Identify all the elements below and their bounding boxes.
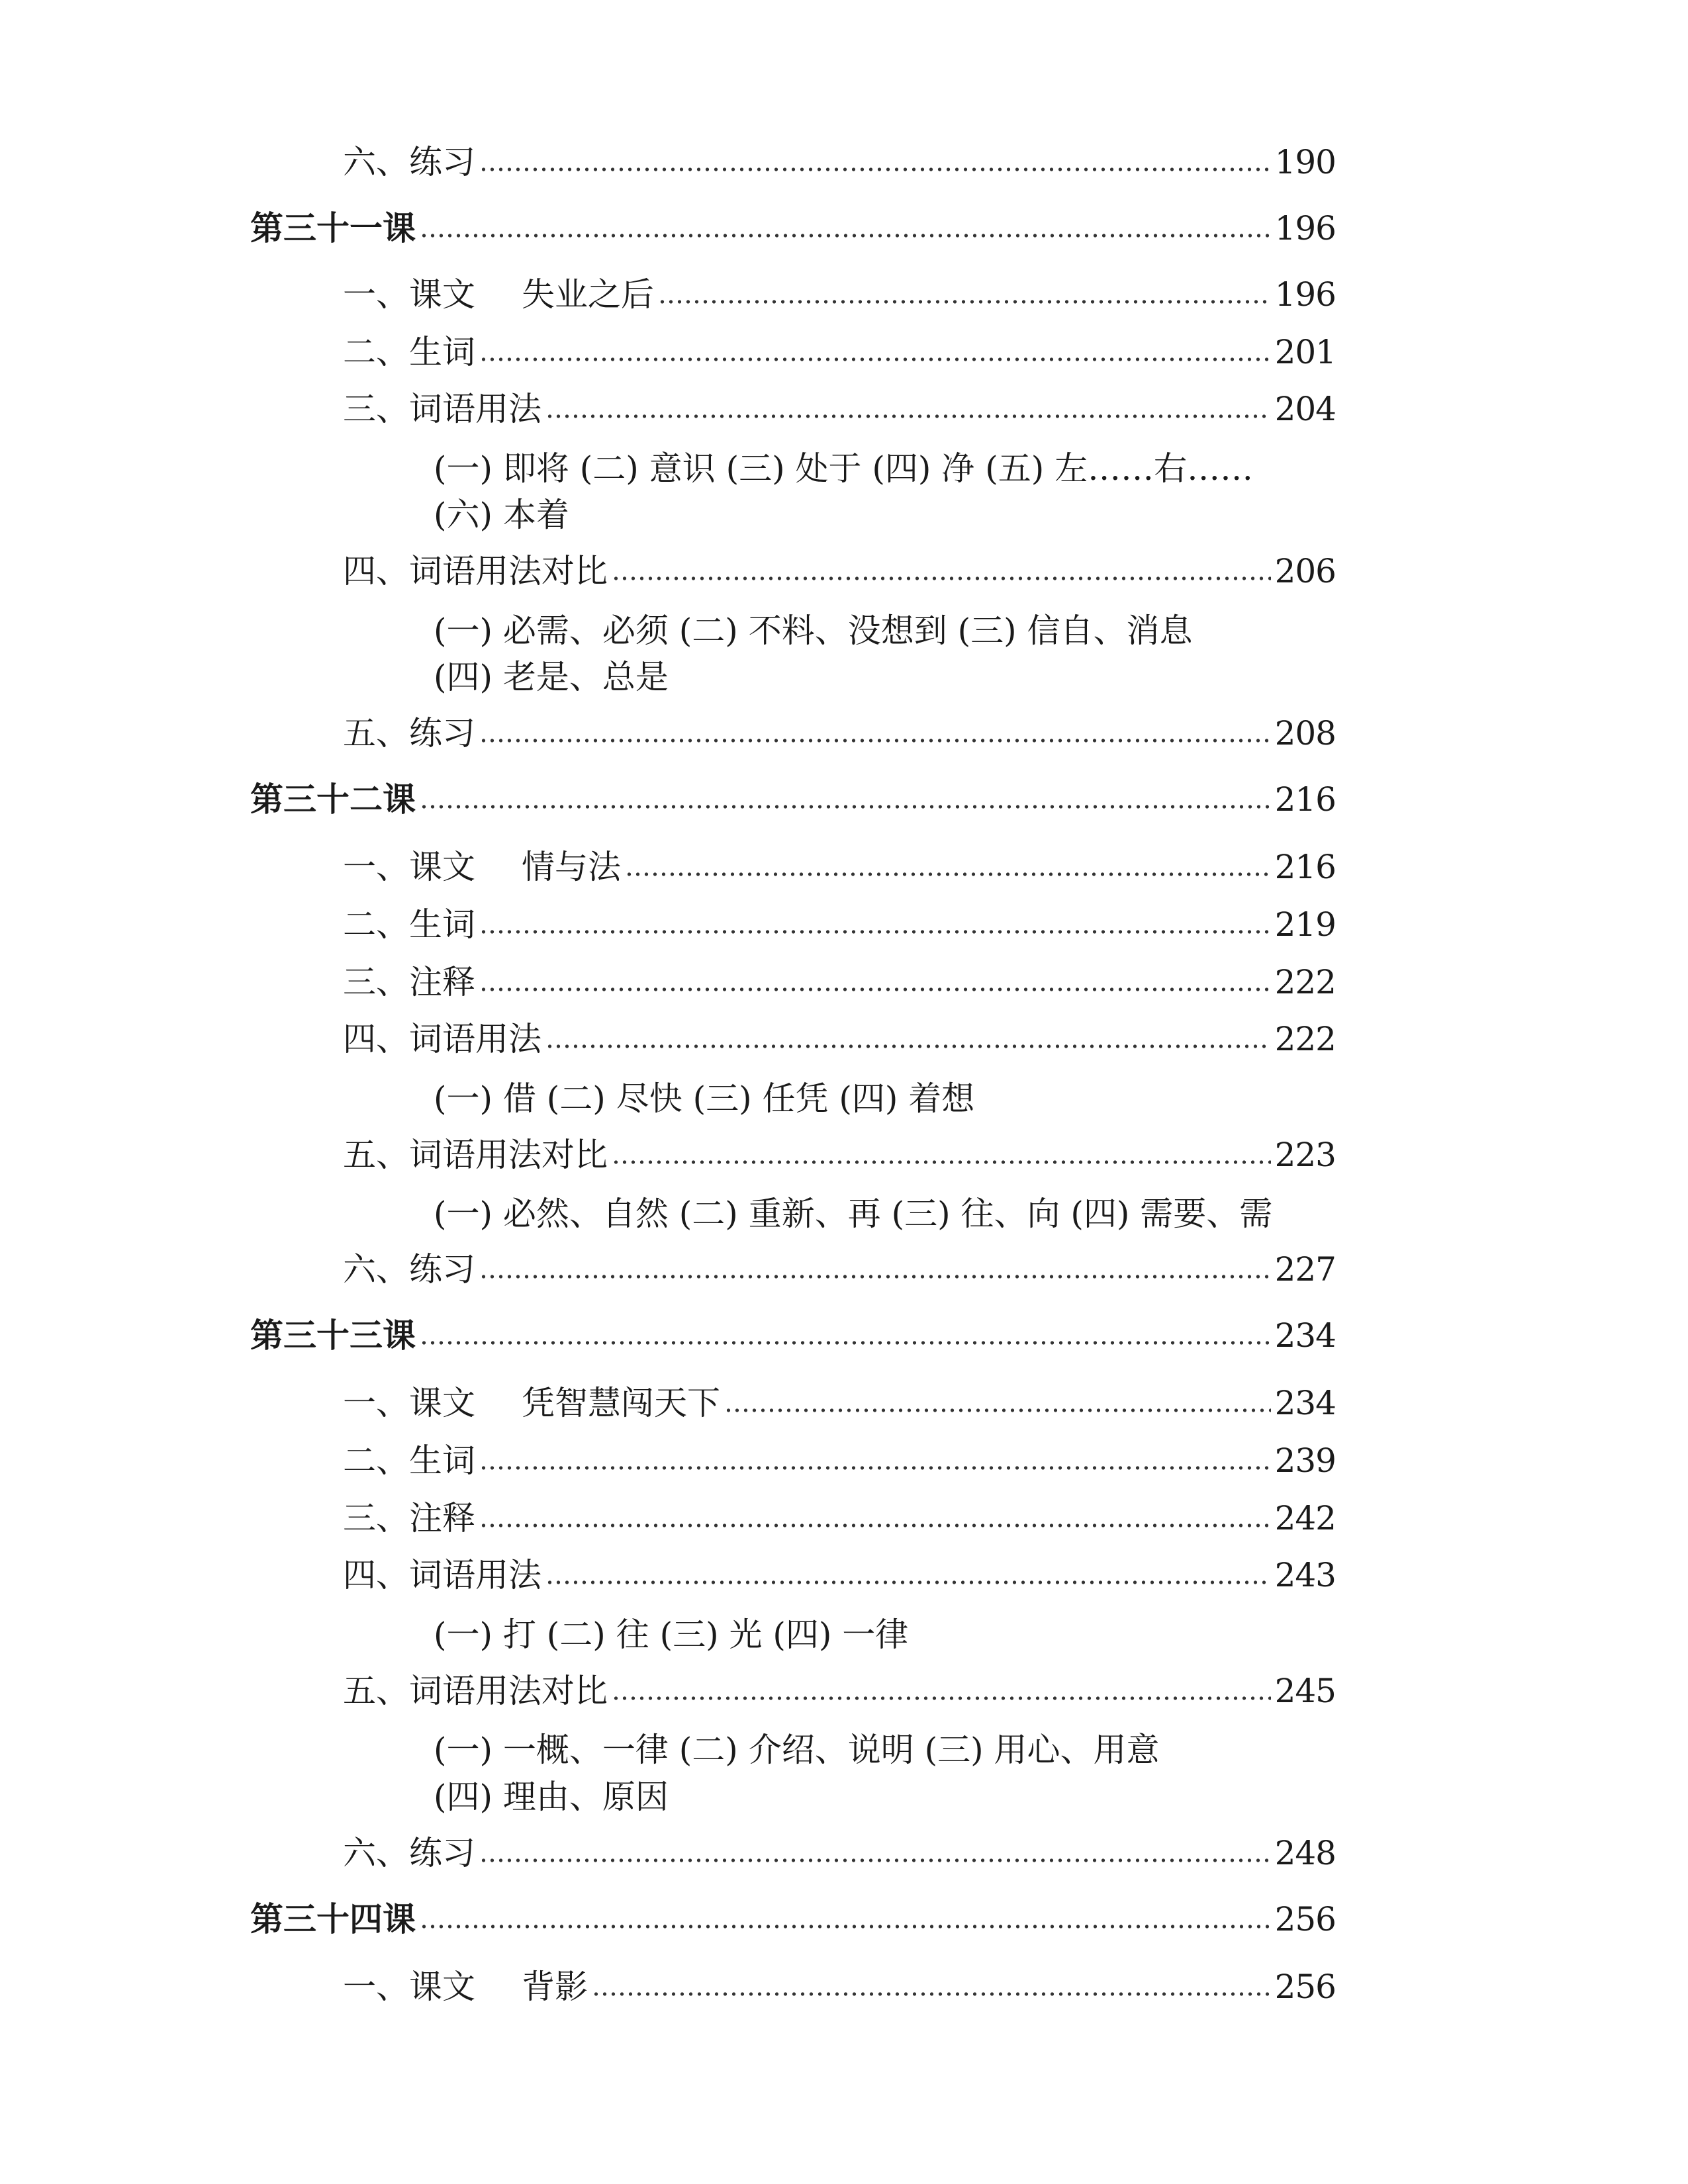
dot-leader [420,1338,1271,1347]
toc-entry-label: 二、生词 [343,1441,475,1480]
toc-page-number: 222 [1274,963,1336,1001]
section-label: 一、课文 [343,848,475,886]
toc-entry[interactable] [343,1549,1336,1602]
toc-entry-label: 二、生词 [343,905,475,944]
dot-leader [612,574,1271,583]
toc-page-number: 245 [1274,1672,1336,1710]
toc-page-number: 216 [1274,848,1336,886]
toc-entry[interactable] [343,1827,1336,1880]
toc-entry-label: 四、词语用法 [343,1556,541,1594]
lesson-title: 第三十二课 [250,780,416,819]
toc-page-number: 201 [1274,333,1336,371]
toc-entry[interactable] [343,383,1336,435]
dot-leader [545,1578,1271,1587]
dot-leader [545,1042,1271,1051]
toc-entry-label: 五、词语用法对比 [343,1672,608,1710]
dot-leader [479,1521,1271,1530]
toc-entry[interactable] [343,1243,1336,1296]
toc-page-number: 196 [1274,209,1336,248]
toc-entry-label: 六、练习 [343,1834,475,1872]
dot-leader [612,1158,1271,1167]
dot-leader [625,870,1271,879]
toc-entry[interactable] [343,956,1336,1009]
toc-subitems: (四) 理由、原因 [434,1778,669,1816]
toc-entry[interactable] [343,136,1336,189]
dot-leader [592,1989,1271,1999]
toc-page-number: 219 [1274,905,1336,944]
section-label: 一、课文 [343,1968,475,2006]
toc-entry-label: 四、词语用法 [343,1020,541,1058]
dot-leader [479,355,1271,364]
dot-leader [420,802,1271,811]
section-label: 一、课文 [343,275,475,314]
toc-page-number: 190 [1274,143,1336,181]
toc-page-number: 222 [1274,1020,1336,1058]
toc-page-number: 234 [1274,1384,1336,1422]
toc-page-number: 208 [1274,714,1336,752]
toc-entry[interactable] [343,1377,1336,1430]
dot-leader [479,927,1271,936]
toc-page-number: 216 [1274,780,1336,819]
toc-page-number: 206 [1274,552,1336,590]
toc-page-number: 248 [1274,1834,1336,1872]
toc-entry[interactable] [343,841,1336,893]
toc-page-number: 239 [1274,1441,1336,1480]
toc-page-number: 256 [1274,1968,1336,2006]
toc-entry[interactable] [343,1960,1336,2013]
text-title: 失业之后 [522,275,654,314]
toc-subitems: (四) 老是、总是 [434,658,669,696]
toc-entry-label: 五、练习 [343,714,475,752]
toc-entry-label: 四、词语用法对比 [343,552,608,590]
toc-entry-label: 六、练习 [343,1250,475,1289]
dot-leader [420,231,1271,240]
toc-entry[interactable] [343,545,1336,598]
toc-subitems: (一) 必需、必须 (二) 不料、没想到 (三) 信自、消息 [434,612,1193,650]
text-title: 情与法 [522,848,621,886]
dot-leader [545,412,1271,421]
dot-leader [479,1463,1271,1473]
toc-page-number: 234 [1274,1316,1336,1355]
dot-leader [724,1406,1271,1415]
toc-entry-label: 二、生词 [343,333,475,371]
toc-entry[interactable] [343,268,1336,321]
toc-entry-label: 三、注释 [343,1499,475,1537]
toc-page-number: 204 [1274,390,1336,428]
toc-subitems: (一) 一概、一律 (二) 介绍、说明 (三) 用心、用意 [434,1731,1160,1769]
dot-leader [479,1856,1271,1865]
toc-entry-label [343,1960,592,2013]
toc-lesson-heading[interactable] [250,1309,1336,1362]
lesson-title: 第三十一课 [250,208,416,248]
text-title: 凭智慧闯天下 [522,1384,720,1422]
lesson-title: 第三十三课 [250,1316,416,1355]
toc-entry-label [343,841,625,893]
dot-leader [420,1922,1271,1931]
text-title: 背影 [522,1968,588,2006]
toc-subitems: (一) 必然、自然 (二) 重新、再 (三) 往、向 (四) 需要、需 [434,1195,1273,1233]
toc-entry[interactable] [343,1664,1336,1717]
toc-entry[interactable] [343,326,1336,379]
lesson-title: 第三十四课 [250,1899,416,1938]
toc-lesson-heading[interactable] [250,1893,1336,1946]
toc-page-number: 227 [1274,1250,1336,1289]
toc-entry[interactable] [343,1128,1336,1181]
dot-leader [479,165,1271,174]
section-label: 一、课文 [343,1384,475,1422]
toc-subitems: (一) 借 (二) 尽快 (三) 任凭 (四) 着想 [434,1079,975,1118]
dot-leader [479,985,1271,994]
toc-page-number: 196 [1274,275,1336,314]
toc-entry[interactable] [343,1492,1336,1545]
toc-page-number: 243 [1274,1556,1336,1594]
toc-page-number: 223 [1274,1136,1336,1174]
toc-subitems: (六) 本着 [434,496,569,534]
toc-lesson-heading[interactable] [250,773,1336,826]
toc-page-number: 242 [1274,1499,1336,1537]
toc-subitems: (一) 即将 (二) 意识 (三) 处于 (四) 净 (五) 左……右…… [434,449,1254,488]
dot-leader [658,297,1271,306]
toc-entry-label: 六、练习 [343,143,475,181]
dot-leader [479,736,1271,745]
toc-entry-label: 五、词语用法对比 [343,1136,608,1174]
toc-entry-label: 三、词语用法 [343,390,541,428]
toc-entry[interactable] [343,707,1336,760]
toc-entry[interactable] [343,1434,1336,1487]
toc-subitems: (一) 打 (二) 往 (三) 光 (四) 一律 [434,1615,909,1654]
toc-page-number: 256 [1274,1900,1336,1938]
toc-entry-label [343,268,658,321]
toc-entry-label [343,1377,724,1430]
dot-leader [479,1272,1271,1281]
toc-entry[interactable] [343,898,1336,951]
toc-lesson-heading[interactable] [250,202,1336,255]
toc-entry-label: 三、注释 [343,963,475,1001]
dot-leader [612,1694,1271,1703]
toc-entry[interactable] [343,1013,1336,1066]
